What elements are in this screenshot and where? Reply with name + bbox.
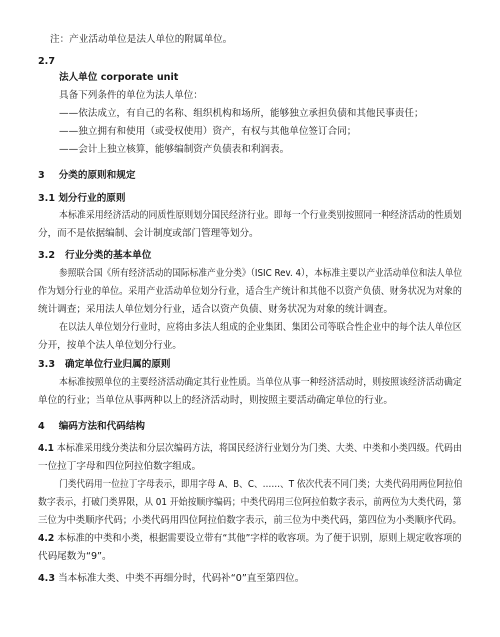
section-title: 分类的原则和规定 bbox=[58, 170, 136, 181]
paragraph-line: 在以法人单位划分行业时，应将由多法人组成的企业集团、集团公司等联合性企业中的每个法人单位区 bbox=[59, 322, 462, 333]
paragraph-line: 本标准按照单位的主要经济活动确定其行业性质。当单位从事一种经济活动时，则按照该经济活动确定 bbox=[59, 377, 462, 388]
definition-item: ——独立拥有和使用（或受权使用）资产，有权与其他单位签订合同； bbox=[59, 126, 357, 137]
paragraph-line: 数字表示，打破门类界限，从 01 开始按顺序编码；中类代码用三位阿拉伯数字表示，前两位为大类代码，第 bbox=[38, 497, 462, 508]
section-title: 行业分类的基本单位 bbox=[65, 250, 152, 261]
section-title: 确定单位行业归属的原则 bbox=[65, 359, 171, 370]
section-title: 划分行业的原则 bbox=[58, 193, 126, 204]
paragraph-line: 代码尾数为“9”。 bbox=[38, 551, 112, 562]
paragraph-text: 本标准采用线分类法和分层次编码方法，将国民经济行业划分为门类、大类、中类和小类四级。代码由 bbox=[56, 443, 462, 454]
section-heading-3-1 bbox=[38, 193, 126, 205]
clause-4-2-line bbox=[38, 533, 462, 545]
paragraph-line: 统计调查；采用法人单位划分行业，适合以资产负债、财务状况为对象的统计调查。 bbox=[38, 304, 393, 315]
section-heading-3 bbox=[38, 170, 135, 182]
clause-4-3-line bbox=[38, 573, 304, 585]
paragraph-text: 本标准的中类和小类，根据需要设立带有“其他”字样的收容项。为了便于识别，原则上规定收容项的 bbox=[57, 533, 462, 544]
definition-item: ——依法成立，有自己的名称、组织机构和场所，能够独立承担负债和其他民事责任； bbox=[59, 108, 424, 119]
clause-number: 4.1 bbox=[38, 443, 54, 454]
section-number: 3.1 bbox=[38, 193, 55, 204]
paragraph-text: 当本标准大类、中类不再细分时，代码补“0”直至第四位。 bbox=[58, 573, 305, 584]
section-title: 编码方法和代码结构 bbox=[58, 421, 146, 432]
term-title-corporate-unit: 法人单位 corporate unit bbox=[59, 72, 179, 83]
paragraph-line: 门类代码用一位拉丁字母表示，即用字母 A、B、C、……、T 依次代表不同门类；大类代码用两位阿拉伯 bbox=[59, 479, 463, 490]
clause-number: 4.2 bbox=[38, 533, 55, 544]
section-heading-4 bbox=[38, 421, 145, 433]
paragraph-line: 作为划分行业的单位。采用产业活动单位划分行业，适合生产统计和其他不以资产负债、财务状况为对象的 bbox=[38, 286, 462, 297]
paragraph-line: 三位为中类顺序代码；小类代码用四位阿拉伯数字表示，前三位为中类代码，第四位为小类顺序代码。 bbox=[38, 515, 462, 526]
paragraph-line: 分，而不是依据编制、会计制度或部门管理等划分。 bbox=[38, 228, 259, 239]
section-number: 4 bbox=[38, 421, 45, 432]
paragraph-line: 一位拉丁字母和四位阿拉伯数字组成。 bbox=[38, 461, 202, 472]
paragraph-line: 本标准采用经济活动的同质性原则划分国民经济行业。即每一个行业类别按照同一种经济活动的性质划 bbox=[59, 210, 462, 221]
section-number: 3 bbox=[38, 170, 45, 181]
section-heading-3-2 bbox=[38, 250, 151, 262]
section-heading-3-3 bbox=[38, 359, 171, 371]
clause-number: 4.3 bbox=[38, 573, 55, 584]
section-number: 3.2 bbox=[38, 250, 55, 261]
definition-item: ——会计上独立核算，能够编制资产负债表和利润表。 bbox=[59, 144, 290, 155]
paragraph-line: 单位的行业；当单位从事两种以上的经济活动时，则按照主要活动确定单位的行业。 bbox=[38, 395, 393, 406]
note-text: 注：产业活动单位是法人单位的附属单位。 bbox=[50, 34, 233, 45]
section-number-2-7: 2.7 bbox=[38, 56, 55, 67]
section-number: 3.3 bbox=[38, 359, 55, 370]
paragraph-line: 分开，按单个法人单位划分行业。 bbox=[38, 340, 182, 351]
paragraph-line: 参照联合国《所有经济活动的国际标准产业分类》（ISIC Rev. 4），本标准主要以产业活动单位和法人单位 bbox=[59, 268, 463, 279]
definition-intro: 具备下列条件的单位为法人单位： bbox=[59, 90, 203, 101]
clause-4-1-line bbox=[38, 443, 462, 455]
